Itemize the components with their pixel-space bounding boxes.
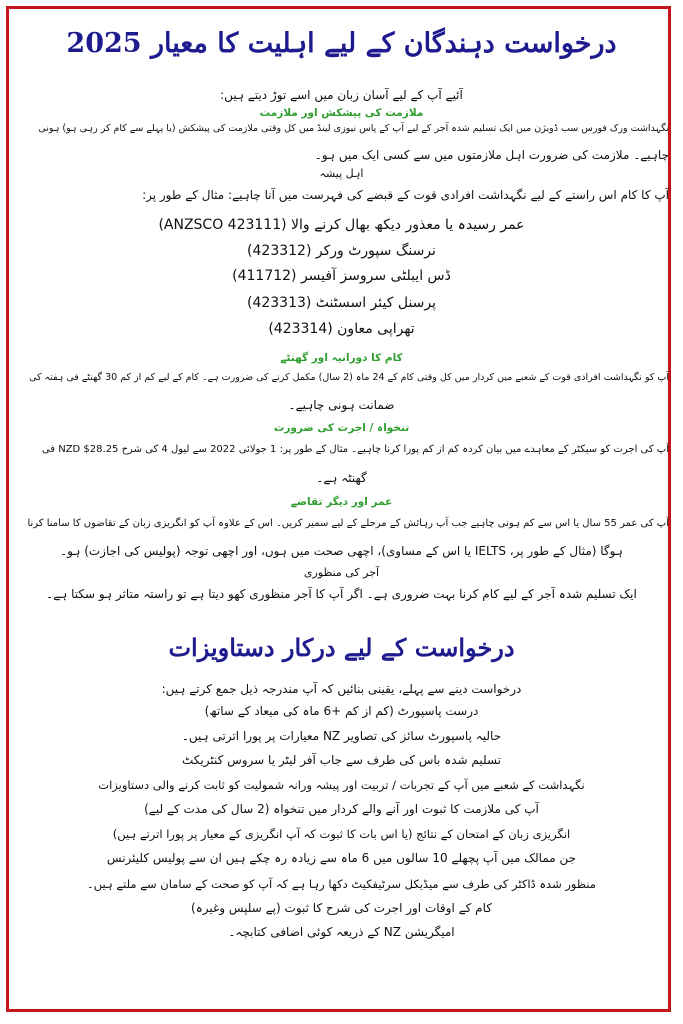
employer-line-1: ایک تسلیم شدہ آجر کے لیے کام کرنا بہت ضروری ہے۔ اگر آپ کا آجر منظوری کھو دیتا ہے تو راستہ متاثر ہو سکتا ہے۔ [46, 587, 637, 601]
age-line-2: ہوگا (مثال کے طور پر، IELTS یا اس کے مساوی)، اچھی صحت میں ہوں، اور اچھی توجہ (پولیس کی اجازت) ہو۔ [60, 544, 623, 558]
occupation-item: پرسنل کیئر اسسٹنٹ (423313) [246, 295, 437, 311]
intro-text: آئیے آپ کے لیے آسان زبان میں اسے توڑ دیتے ہیں: [220, 88, 463, 102]
document-item: انگریزی زبان کے امتحان کے نتائج (یا اس بات کا ثبوت کہ آپ انگریزی کے معیار پر پورا اترتے ہیں) [112, 827, 571, 841]
hours-line-1: آپ کو نگہداشت افرادی قوت کے شعبے میں کردار میں کل وقتی کام کے 24 ماہ (2 سال) مکمل کرنے کی ضرورت ہے۔ کام کے لیے کم از کم 30 گھنٹے فی ہفتہ کی [29, 372, 669, 383]
document-item: منظور شدہ ڈاکٹر کی طرف سے میڈیکل سرٹیفکیٹ دکھا رہا ہے کہ آپ کو صحت کے سامان سے ملتے ہیں۔ [87, 877, 596, 891]
hours-heading: کام کا دورانیہ اور گھنٹے [280, 352, 403, 364]
documents-title: درخواست کے لیے درکار دستاویزات [168, 633, 515, 662]
page-title: درخواست دہندگان کے لیے اہلیت کا معیار 2025 [66, 28, 617, 59]
document-item: حالیہ پاسپورٹ سائز کی تصاویر NZ معیارات پر پورا اترتی ہیں۔ [181, 729, 502, 743]
document-item: تسلیم شدہ باس کی طرف سے جاب آفر لیٹر یا سروس کنٹریکٹ [181, 753, 502, 767]
occupation-item: عمر رسیدہ یا معذور دیکھ بھال کرنے والا (ANZSCO 423111) [158, 217, 525, 233]
pay-heading: تنخواہ / اجرت کی ضرورت [273, 422, 410, 434]
hours-line-2: ضمانت ہونی چاہیے۔ [288, 398, 395, 412]
job-offer-line-2: چاہیے۔ ملازمت کی ضرورت اہل ملازمتوں میں سے کسی ایک میں ہو۔ [314, 148, 669, 162]
documents-intro: درخواست دینے سے پہلے، یقینی بنائیں کہ آپ مندرجہ ذیل جمع کرتے ہیں: [161, 682, 522, 696]
pay-line-2: گھنٹہ ہے۔ [316, 471, 367, 485]
job-offer-heading: ملازمت کی پیشکش اور ملازمت [259, 107, 424, 119]
occupation-item: ڈس ایبلٹی سروسز آفیسر (411712) [232, 268, 451, 284]
document-item: درست پاسپورٹ (کم از کم +6 ماہ کی میعاد کے ساتھ) [204, 704, 479, 718]
age-line-1: آپ کی عمر 55 سال یا اس سے کم ہونی چاہیے جب آپ رہائش کے مرحلے کے لیے سمیر کریں۔ اس کے علاوہ آپ کو انگریزی زبان کے تقاضوں کا سامنا کرنا [27, 518, 669, 529]
occupation-item: نرسنگ سپورٹ ورکر (423312) [247, 243, 436, 259]
occupation-heading: اہل پیشہ [319, 167, 364, 180]
document-item: جن ممالک میں آپ پچھلے 10 سالوں میں 6 ماہ سے زیادہ رہ چکے ہیں ان سے پولیس کلیئرنس [106, 851, 577, 865]
age-heading: عمر اور دیگر تقاضے [290, 496, 393, 508]
job-offer-line-1: نگہداشت ورک فورس سب ڈویژن میں ایک تسلیم شدہ آجر کے لیے آپ کے پاس نیوزی لینڈ میں کل وقتی ملازمت کی پیشکش (یا پہلے سے کام کر رہی ہو) ہونی [38, 123, 669, 134]
document-item: امیگریشن NZ کے ذریعہ کوئی اضافی کتابچہ۔ [228, 925, 455, 939]
pay-line-1: آپ کی اجرت کو سیکٹر کے معاہدے میں بیان کردہ کم از کم پورا کرنا چاہیے۔ مثال کے طور پر: 1 جولائی 2022 سے لیول 4 کی شرح NZD $28.25 فی [41, 444, 669, 455]
document-item: آپ کی ملازمت کا ثبوت اور آنے والے کردار میں تنخواہ (2 سال کی مدت کے لیے) [144, 802, 539, 816]
document-item: نگہداشت کے شعبے میں آپ کے تجربات / تربیت اور پیشہ ورانہ شمولیت کو ثابت کرنے والی دستاویزات [98, 778, 585, 792]
document-item: کام کے اوقات اور اجرت کی شرح کا ثبوت (پے سلپس وغیرہ) [191, 901, 492, 915]
occupation-line-1: آپ کا کام اس راستے کے لیے نگہداشت افرادی قوت کے قبضے کی فہرست میں آنا چاہیے: مثال کے طور پر: [142, 188, 669, 202]
employer-heading: آجر کی منظوری [303, 566, 380, 579]
occupation-item: تھراپی معاون (423314) [268, 321, 415, 337]
